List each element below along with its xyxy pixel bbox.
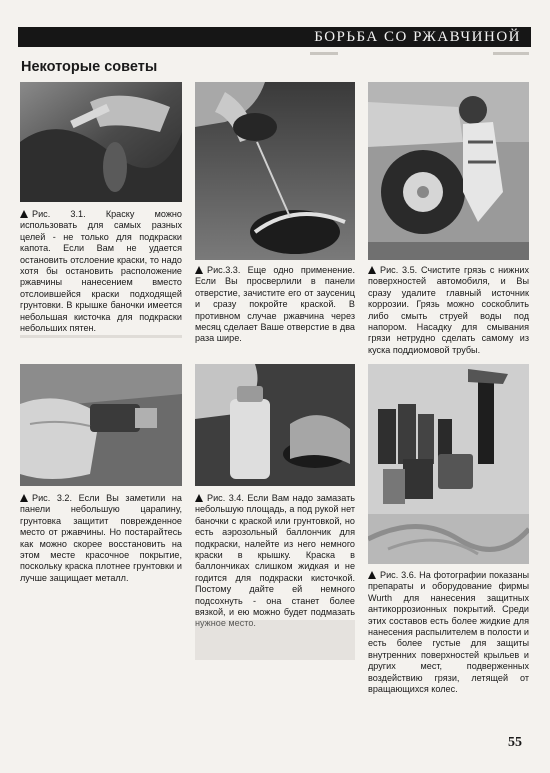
decorative-rule: [310, 52, 338, 55]
caption-fig-3-3: Рис.3.3. Еще одно применение. Если Вы просверлили в панели отверстие, зачистите его от заусениц и сразу покройте краской. В противном случае ржавчина через месяц сделает Ваше отверстие в два раза шире.: [195, 265, 355, 344]
decorative-rule: [20, 335, 182, 338]
photo-touch-up-brush: [20, 82, 182, 202]
triangle-icon: [368, 266, 376, 274]
caption-fig-3-2: Рис. 3.2. Если Вы заметили на панели небольшую царапину, грунтовка защитит поврежденное место от ржавчины. Но постарайтесь как можно скорее восстановить на этом месте красочное покрытие, поскольку краска плотнее грунтовки и лучше защищает металл.: [20, 493, 182, 583]
decorative-rule: [195, 620, 355, 660]
caption-fig-3-6: Рис. 3.6. На фотографии показаны препараты и оборудование фирмы Wurth для нанесения защитных антикоррозионных покрытий. Среди этих составов есть более жидкие для нанесения распылителем в полости и есть более густые для защиты внутренних поверхностей крыльев и других мест, подверженных воздействию грязи, летящей от вращающихся колес.: [368, 570, 529, 695]
photo-scratch-primer: [20, 364, 182, 486]
caption-fig-3-1: Рис. 3.1. Краску можно использовать для самых разных целей - не только для подкраски капота. Если Вам не удается остановить отслоение краски, то надо хотя бы остановить расположение ржавчины нанесением вместо отслоившейся краски подходящей грунтовки. В крышке баночки имеется небольшая кисточка для подкраски небольших пятен.: [20, 209, 182, 334]
photo-drilling: [195, 82, 355, 260]
decorative-rule: [493, 52, 529, 55]
triangle-icon: [368, 571, 376, 579]
caption-fig-3-5: Рис. 3.5. Счистите грязь с нижних поверхностей автомобиля, и Вы сразу удалите главный источник коррозии. Грязь можно соскоблить либо смыть струей воды под напором. Насадку для смывания грязи нетрудно сделать самому из куска поддиомовой трубы.: [368, 265, 529, 355]
caption-fig-3-4: Рис. 3.4. Если Вам надо замазать небольшую площадь, а под рукой нет баночки с краской или грунтовкой, но есть аэрозольный баллончик для подкраски, налейте из него немного краски в крышку. Краска в баллончиках слишком жидкая и не годится для подкраски кисточкой. Постому дайте ей немного подсохнуть - она станет более вязкой, и ею можно будет подмазать нужное место.: [195, 493, 355, 629]
section-title: Некоторые советы: [21, 59, 158, 75]
page-number: 55: [508, 735, 522, 750]
photo-wurth-products: [368, 364, 529, 564]
photo-cleaning-wheel: [368, 82, 529, 260]
photo-aerosol-cap: [195, 364, 355, 486]
chapter-header: БОРЬБА СО РЖАВЧИНОЙ: [18, 27, 531, 47]
triangle-icon: [195, 494, 203, 502]
triangle-icon: [20, 494, 28, 502]
triangle-icon: [195, 266, 203, 274]
triangle-icon: [20, 210, 28, 218]
